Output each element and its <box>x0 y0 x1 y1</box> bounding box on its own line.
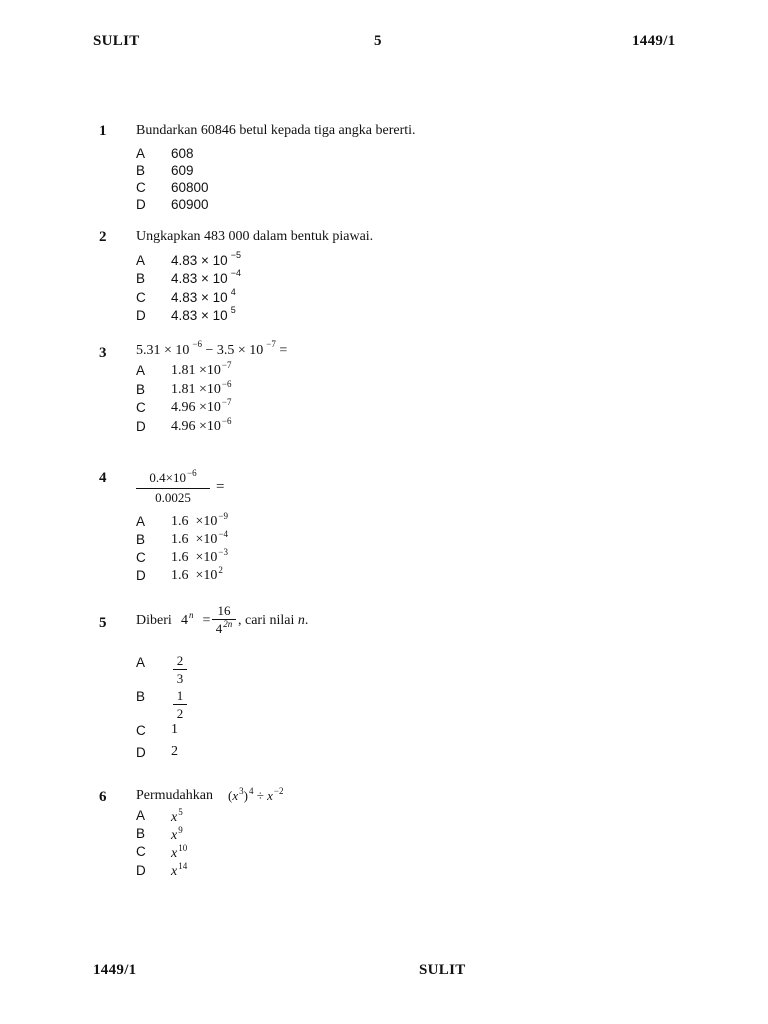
q3-option-value: $1.81 \times 10^{-7}$ <box>171 360 232 378</box>
q2-option-value: 4.83 × 10 $^{-4}$ <box>171 268 241 286</box>
q2-option-label: A <box>136 253 146 268</box>
question-4-equals: = <box>216 479 225 495</box>
footer-center: SULIT <box>419 962 466 978</box>
q5-option-label: D <box>136 745 146 760</box>
q4-option-value: $1.6 \times 10^{-4}$ <box>171 529 228 547</box>
q5-option-label: A <box>136 655 146 670</box>
q6-option-value: $x^{14}$ <box>171 861 188 879</box>
q3-option-label: D <box>136 419 146 434</box>
q5-option-label: C <box>136 723 146 738</box>
question-5-equals: = <box>199 613 214 628</box>
q6-option-label: B <box>136 826 146 841</box>
q4-option-label: A <box>136 514 146 529</box>
q3-option-label: C <box>136 400 146 415</box>
q1-option-value: 608 <box>171 146 194 161</box>
q5-option-value: 1 <box>171 722 178 737</box>
q3-option-value: $4.96 \times 10^{-7}$ <box>171 397 232 415</box>
q3-option-label: A <box>136 363 146 378</box>
q6-option-label: A <box>136 808 146 823</box>
question-5-number: 5 <box>99 615 107 631</box>
q2-option-value: 4.83 × 10 $^4$ <box>171 287 236 305</box>
question-1-number: 1 <box>99 123 107 139</box>
q2-option-value: 4.83 × 10 $^{-5}$ <box>171 250 241 268</box>
q4-option-label: B <box>136 532 146 547</box>
q1-option-value: 609 <box>171 163 194 178</box>
q1-option-label: C <box>136 180 146 195</box>
q2-option-label: B <box>136 271 146 286</box>
q6-option-value: $x^{10}$ <box>171 843 188 861</box>
question-5-fraction: 16 $4^{2n}$ <box>212 603 236 638</box>
q1-option-label: A <box>136 146 146 161</box>
q6-option-label: C <box>136 844 146 859</box>
q5-option-label: B <box>136 689 146 704</box>
question-1-text: Bundarkan 60846 betul kepada tiga angka bererti. <box>136 123 416 138</box>
question-3-expression: 5.31 × 10 $^{-6}$ − 3.5 × 10 $^{-7}$ = <box>136 339 288 358</box>
q2-option-label: D <box>136 308 146 323</box>
question-2-number: 2 <box>99 229 107 245</box>
q4-option-value: $1.6 \times 10^{-9}$ <box>171 511 228 529</box>
question-6-text: Permudahkan <box>136 788 213 803</box>
q5-option-fraction: 1 2 <box>173 688 187 721</box>
q3-option-value: $4.96 \times 10^{-6}$ <box>171 416 232 434</box>
q4-option-value: $1.6 \times 10^2$ <box>171 565 223 583</box>
q6-option-label: D <box>136 863 146 878</box>
header-left: SULIT <box>93 33 140 49</box>
page-number: 5 <box>374 33 382 49</box>
q6-option-value: $x^9$ <box>171 825 183 843</box>
q5-option-fraction: 2 3 <box>173 653 187 686</box>
q6-option-value: $x^5$ <box>171 807 183 825</box>
question-2-text: Ungkapkan 483 000 dalam bentuk piawai. <box>136 229 374 244</box>
header-right: 1449/1 <box>632 33 676 49</box>
q4-option-label: D <box>136 568 146 583</box>
question-5-suffix: , cari nilai n. <box>238 613 309 628</box>
q1-option-value: 60800 <box>171 180 209 195</box>
footer-left: 1449/1 <box>93 962 137 978</box>
q1-option-label: D <box>136 197 146 212</box>
q1-option-label: B <box>136 163 146 178</box>
question-4-number: 4 <box>99 470 107 486</box>
q3-option-label: B <box>136 382 146 397</box>
q4-option-label: C <box>136 550 146 565</box>
q1-option-value: 60900 <box>171 197 209 212</box>
question-6-expression: $(x^3)^4 \div x^{-2}$ <box>228 786 284 803</box>
q2-option-value: 4.83 × 10 $^5$ <box>171 305 236 323</box>
q4-option-value: $1.6 \times 10^{-3}$ <box>171 547 228 565</box>
question-5-prefix: Diberi <box>136 613 176 628</box>
question-6-number: 6 <box>99 789 107 805</box>
q5-option-value: 2 <box>171 744 178 759</box>
question-3-number: 3 <box>99 345 107 361</box>
q3-option-value: $1.81 \times 10^{-6}$ <box>171 379 232 397</box>
q2-option-label: C <box>136 290 146 305</box>
question-4-fraction: $0.4\times 10^{-6}$ 0.0025 <box>136 470 210 505</box>
question-5-lhs: 4$^n$ <box>181 610 194 628</box>
